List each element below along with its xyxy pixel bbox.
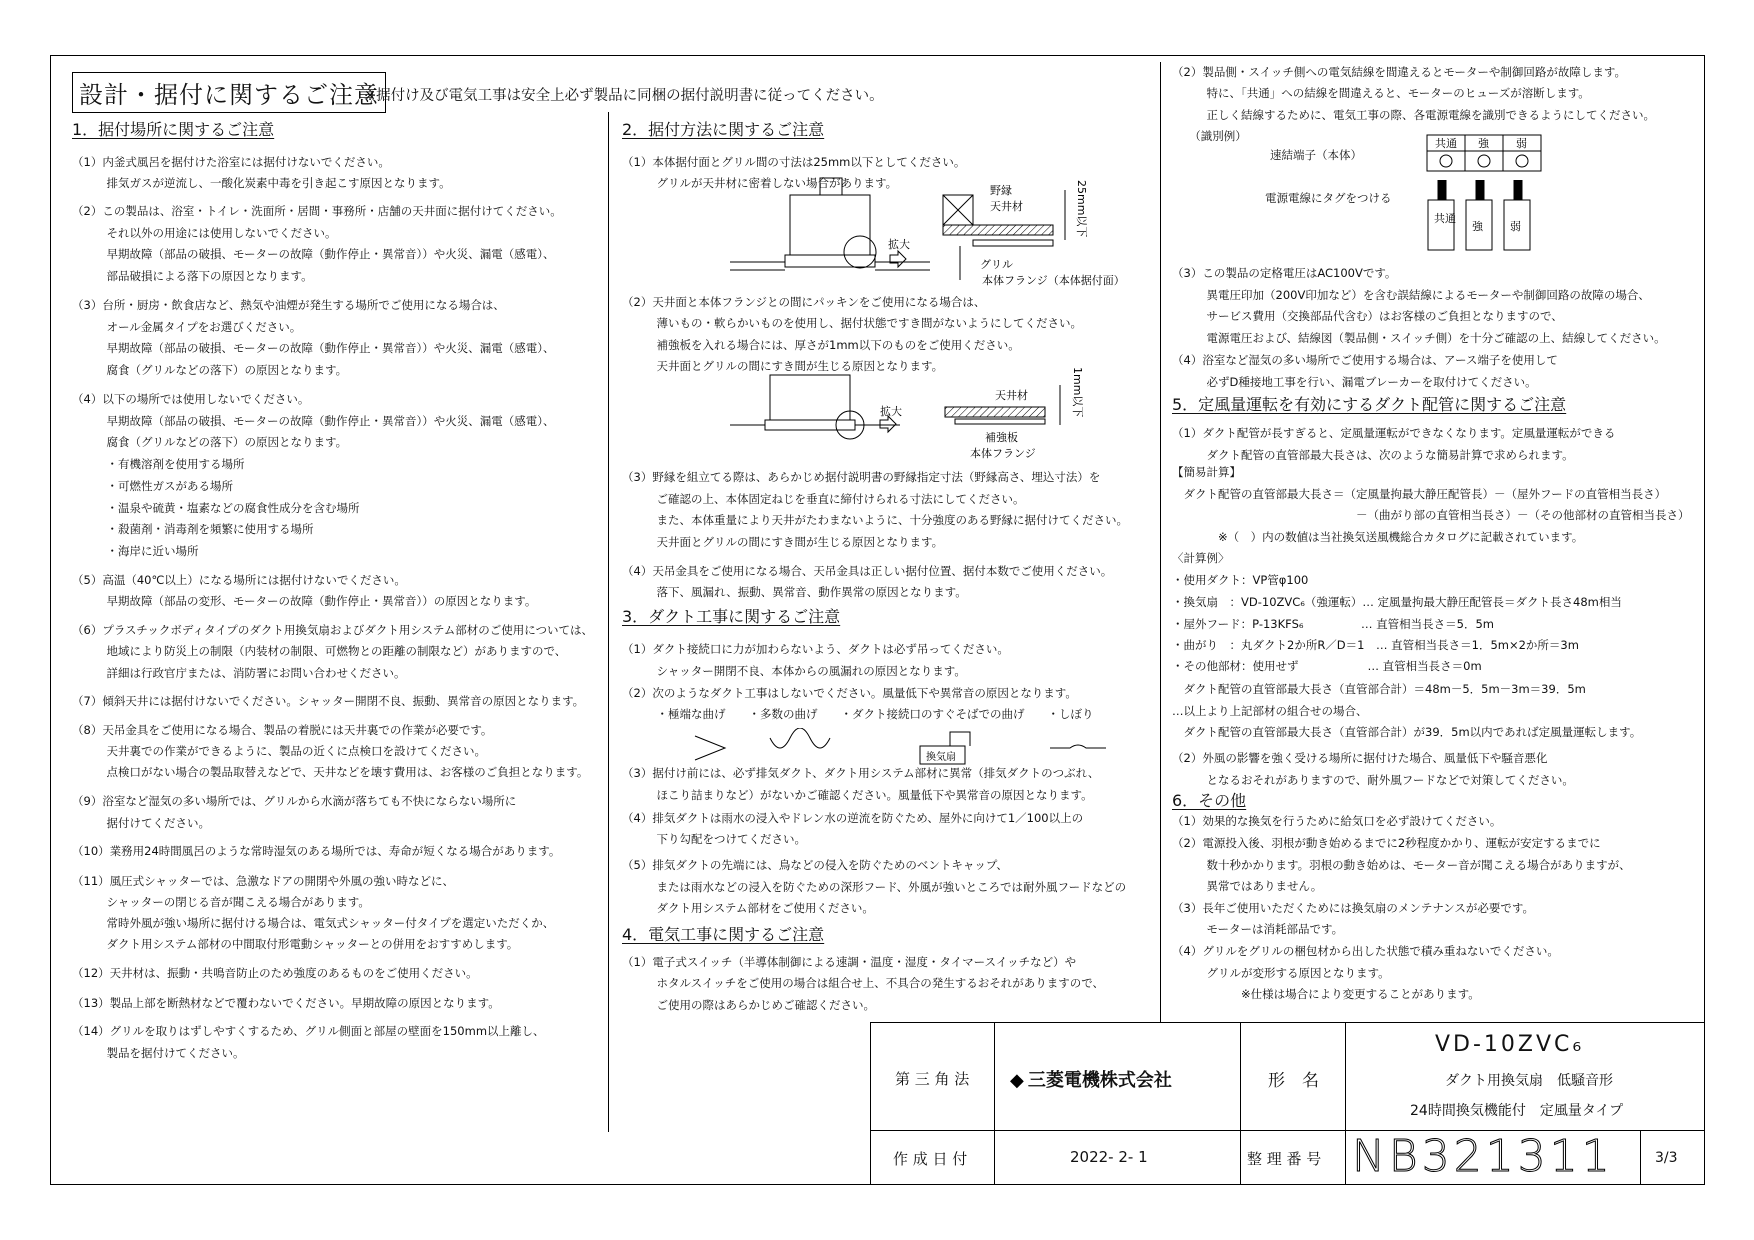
text-line: （4）排気ダクトは雨水の浸入やドレン水の逆流を防ぐため、屋外に向けて1／100以上の [622, 811, 1084, 825]
text-line: （5）高温（40℃以上）になる場所には据付けないでください。 [72, 573, 406, 587]
fig2-hokyo-label: 補強板 [985, 431, 1018, 444]
mounting-figure-1 [730, 150, 1130, 290]
text-line: ・海岸に近い場所 [72, 544, 199, 558]
text-line: ダクト配管の直管部最大長さ（直管部合計）＝48m－5．5m－3m＝39．5m [1172, 682, 1586, 696]
fig1-flange-label: 本体フランジ（本体据付面） [982, 274, 1125, 287]
text-line: （4）浴室など湿気の多い場所でご使用する場合は、アース端子を使用して [1172, 353, 1558, 367]
text-line: （8）天吊金具をご使用になる場合、製品の着脱には天井裏での作業が必要です。 [72, 723, 493, 737]
text-line: ※仕様は場合により変更することがあります。 [1172, 987, 1480, 1001]
text-line: また、本体重量により天井がたわまないように、十分強度のある野縁に据付けてください。 [622, 513, 1128, 527]
text-line: グリルが天井材に密着しない場合があります。 [622, 176, 898, 190]
text-line: 早期故障（部品の破損、モーターの故障（動作停止・異常音））や火災、漏電（感電）、 [72, 341, 555, 355]
text-line: ・屋外フード：P-13KFS₆ … 直管相当長さ＝5．5m [1172, 617, 1494, 631]
text-line: 下り勾配をつけてください。 [622, 832, 806, 846]
section-heading: 3．ダクト工事に関するご注意 [622, 607, 841, 626]
text-line: （3）台所・厨房・飲食店など、熱気や油煙が発生する場所でご使用になる場合は、 [72, 298, 505, 312]
title-note: ※据付け及び電気工事は安全上必ず製品に同梱の据付説明書に従ってください。 [364, 88, 884, 104]
text-line: （1）電子式スイッチ（半導体制御による速調・温度・湿度・タイマースイッチなど）や [622, 955, 1077, 969]
text-line: ダクト用システム部材をご使用ください。 [622, 901, 874, 915]
projection-label: 第 三 角 法 [895, 1070, 970, 1088]
text-line: 製品を据付けてください。 [72, 1046, 245, 1060]
duct-kanki-label: 換気扇 [926, 752, 956, 763]
text-line: （1）効果的な換気を行うために給気口を必ず設けてください。 [1172, 814, 1502, 828]
text-line: ダクト配管の直管部最大長さ＝（定風量拘最大静圧配管長）－（屋外フードの直管相当長さ） [1172, 487, 1667, 501]
text-line: 地域により防災上の制限（内装材の制限、可燃物との距離の制限など）がありますので、 [72, 644, 567, 658]
page-number: 3/3 [1655, 1150, 1678, 1166]
text-line: （1）内釜式風呂を据付けた浴室には据付けないでください。 [72, 155, 390, 169]
section-heading: 1．据付場所に関するご注意 [72, 120, 275, 139]
text-line: 〈計算例〉 [1172, 551, 1230, 565]
text-line: （6）プラスチックボディタイプのダクト用換気扇およびダクト用システム部材のご使用については、 [72, 623, 594, 637]
text-line: 必ずD種接地工事を行い、漏電ブレーカーを取付けてください。 [1172, 375, 1537, 389]
section-heading: 6．その他 [1172, 791, 1247, 810]
mitsubishi-logo-icon: ◆ [1010, 1070, 1024, 1091]
text-line: 【簡易計算】 [1172, 465, 1241, 479]
text-line: （3）長年ご使用いただくためには換気扇のメンテナンスが必要です。 [1172, 901, 1534, 915]
text-line: （13）製品上部を断熱材などで覆わないでください。早期故障の原因となります。 [72, 996, 500, 1010]
section-heading: 4．電気工事に関するご注意 [622, 925, 825, 944]
fig1-yobuchi-label: 野縁 [990, 184, 1012, 197]
text-line: グリルが変形する原因となります。 [1172, 966, 1390, 980]
column-divider [608, 112, 609, 1132]
text-line: ・使用ダクト：VP管φ100 [1172, 573, 1309, 587]
text-line: ・可燃性ガスがある場所 [72, 479, 233, 493]
text-line: サービス費用（交換部品代含む）はお客様のご負担となりますので、 [1172, 309, 1563, 323]
text-line: ご確認の上、本体固定ねじを垂直に締付けられる寸法にしてください。 [622, 492, 1025, 506]
text-line: 落下、風漏れ、振動、異常音、動作異常の原因となります。 [622, 585, 967, 599]
text-line: （2）外風の影響を強く受ける場所に据付けた場合、風量低下や騒音悪化 [1172, 751, 1548, 765]
fig1-kakudai-label: 拡大 [888, 238, 910, 251]
text-line: （3）この製品の定格電圧はAC100Vです。 [1172, 266, 1397, 280]
text-line: （2）電源投入後、羽根が動き始めるまでに2秒程度かかり、運転が安定するまでに [1172, 836, 1601, 850]
terminal-block [1425, 133, 1545, 173]
text-line: 電源電圧および、結線図（製品側・スイッチ側）を十分ご確認の上、結線してください。 [1172, 331, 1666, 345]
wire-tags [1420, 180, 1550, 260]
text-line: 特に、「共通」への結線を間違えると、モーターのヒューズが溶断します。 [1172, 86, 1590, 100]
text-line: （11）風圧式シャッターでは、急激なドアの開閉や外風の強い時などに、 [72, 874, 455, 888]
number-label: 整 理 番 号 [1247, 1150, 1322, 1168]
text-line: ダクト配管の直管部最大長さは、次のような簡易計算で求められます。 [1172, 448, 1574, 462]
model-label: 形 名 [1268, 1071, 1319, 1091]
text-line: （3）据付け前には、必ず排気ダクト、ダクト用システム部材に異常（排気ダクトのつぶれ、 [622, 766, 1100, 780]
text-line: シャッターの閉じる音が聞こえる場合があります。 [72, 895, 370, 909]
text-line: 部品破損による落下の原因となります。 [72, 269, 313, 283]
text-line: （1）ダクト接続口に力が加わらないよう、ダクトは必ず吊ってください。 [622, 642, 1009, 656]
wiring-terminal-label: 速結端子（本体） [1270, 148, 1362, 162]
text-line: モーターは消耗部品です。 [1172, 922, 1344, 936]
fig1-tenjo-label: 天井材 [990, 200, 1023, 213]
text-line: 常時外風が強い場所に据付ける場合は、電気式シャッター付タイプを選定いただくか、 [72, 916, 555, 930]
text-line: 天井面とグリルの間にすき間が生じる原因となります。 [622, 535, 944, 549]
text-line: ダクト用システム部材の中間取付形電動シャッターとの併用をおすすめします。 [72, 937, 519, 951]
text-line: オール金属タイプをお選びください。 [72, 320, 302, 334]
text-line: ・その他部材：使用せず … 直管相当長さ＝0m [1172, 659, 1482, 673]
text-line: （3）野縁を組立てる際は、あらかじめ据付説明書の野縁指定寸法（野縁高さ、埋込寸法）を [622, 470, 1101, 484]
text-line: 早期故障（部品の変形、モーターの故障（動作停止・異常音））の原因となります。 [72, 594, 537, 608]
fan-body [770, 375, 850, 420]
fan-body [790, 195, 870, 255]
text-line: 天井面とグリルの間にすき間が生じる原因となります。 [622, 359, 944, 373]
tag-common: 共通 [1434, 212, 1456, 225]
multiple-bends-icon [770, 728, 830, 748]
text-line: 据付けてください。 [72, 816, 210, 830]
text-line: 早期故障（部品の破損、モーターの故障（動作停止・異常音））や火災、漏電（感電）、 [72, 247, 555, 261]
text-line: 数十秒かかります。羽根の動き始めは、モーター音が聞こえる場合がありますが、 [1172, 858, 1631, 872]
text-line: ・温泉や硫黄・塩素などの腐食性成分を含む場所 [72, 501, 360, 515]
text-line: 薄いもの・軟らかいものを使用し、据付状態ですき間がないようにしてください。 [622, 316, 1082, 330]
wiring-tag-note: 電源電線にタグをつける [1265, 191, 1392, 205]
text-line: 腐食（グリルなどの落下）の原因となります。 [72, 435, 348, 449]
text-line: （14）グリルを取りはずしやすくするため、グリル側面と部屋の壁面を150mm以上離し、 [72, 1024, 545, 1038]
text-line: （2）天井面と本体フランジとの間にパッキンをご使用になる場合は、 [622, 295, 986, 309]
company-name: ◆ 三菱電機株式会社 [1010, 1070, 1172, 1091]
text-line: （2）製品側・スイッチ側への電気結線を間違えるとモーターや制御回路が故障します。 [1172, 65, 1626, 79]
model-number: VD-10ZVC₆ [1435, 1032, 1585, 1057]
text-line: ・殺菌剤・消毒剤を頻繁に使用する場所 [72, 522, 314, 536]
date-value: 2022- 2- 1 [1070, 1148, 1148, 1166]
duct-bend-examples [690, 728, 1110, 768]
text-line: （識別例） [1172, 129, 1247, 143]
text-line: または雨水などの浸入を防ぐための深形フード、外風が強いところでは耐外風フードなどの [622, 880, 1127, 894]
text-line: 異電圧印加（200V印加など）を含む誤結線によるモーターや制御回路の故障の場合、 [1172, 288, 1650, 302]
page-title: 設計・据付に関するご注意 [72, 72, 386, 113]
text-line: 詳細は行政官庁または、消防署にお問い合わせください。 [72, 666, 406, 680]
text-line: 排気ガスが逆流し、一酸化炭素中毒を引き起こす原因となります。 [72, 176, 451, 190]
tag-strong: 強 [1472, 220, 1483, 233]
text-line: シャッター開閉不良、本体からの風漏れの原因となります。 [622, 664, 966, 678]
text-line: （7）傾斜天井には据付けないでください。シャッター開閉不良、振動、異常音の原因となります。 [72, 694, 585, 708]
text-line: 正しく結線するために、電気工事の際、各電源電線を識別できるようにしてください。 [1172, 108, 1655, 122]
text-line: （5）排気ダクトの先端には、鳥などの侵入を防ぐためのベントキャップ、 [622, 858, 1008, 872]
text-line: （4）グリルをグリルの梱包材から出した状態で積み重ねないでください。 [1172, 944, 1559, 958]
document-number: NB321311 [1352, 1131, 1614, 1182]
text-line: それ以外の用途には使用しないでください。 [72, 226, 337, 240]
text-line: ご使用の際はあらかじめご確認ください。 [622, 998, 875, 1012]
text-line: （4）天吊金具をご使用になる場合、天吊金具は正しい据付位置、据付本数でご使用ください。 [622, 564, 1113, 578]
text-line: ・曲がり ：丸ダクト2か所R／D＝1 … 直管相当長さ＝1．5m×2か所＝3m [1172, 638, 1579, 652]
terminal-head-strong: 強 [1478, 137, 1489, 150]
fig2-tenjo-label: 天井材 [995, 389, 1028, 402]
section-heading: 2．据付方法に関するご注意 [622, 120, 825, 139]
model-desc-2: 24時間換気機能付 定風量タイプ [1410, 1103, 1624, 1119]
text-line: （1）ダクト配管が長すぎると、定風量運転ができなくなります。定風量運転ができる [1172, 426, 1616, 440]
model-desc-1: ダクト用換気扇 低騒音形 [1445, 1073, 1613, 1089]
text-line: （10）業務用24時間風呂のような常時湿気のある場所では、寿命が短くなる場合があります。 [72, 844, 561, 858]
text-line: 腐食（グリルなどの落下）の原因となります。 [72, 363, 348, 377]
fig1-dim-label: 25mm以下 [1075, 180, 1088, 238]
squeeze-icon [1050, 745, 1106, 748]
text-line: ・極端な曲げ ・多数の曲げ ・ダクト接続口のすぐそばでの曲げ ・しぼり [622, 707, 1094, 721]
text-line: ・換気扇 ：VD-10ZVC₆（強運転）… 定風量拘最大静圧配管長＝ダクト長さ48m相当 [1172, 595, 1622, 609]
text-line: となるおそれがありますので、耐外風フードなどで対策してください。 [1172, 773, 1574, 787]
text-line: 天井裏での作業ができるように、製品の近くに点検口を設けてください。 [72, 744, 486, 758]
text-line: （4）以下の場所では使用しないでください。 [72, 392, 310, 406]
text-line: 点検口がない場合の製品取替えなどで、天井などを壊す費用は、お客様のご負担となります。 [72, 765, 589, 779]
fig2-kakudai-label: 拡大 [880, 405, 902, 418]
section-heading: 5．定風量運転を有効にするダクト配管に関するご注意 [1172, 395, 1567, 414]
text-line: （1）本体据付面とグリル間の寸法は25mm以下としてください。 [622, 155, 966, 169]
terminal-head-weak: 弱 [1516, 137, 1527, 150]
text-line: －（曲がり部の直管相当長さ）－（その他部材の直管相当長さ） [1172, 508, 1690, 522]
sharp-bend-icon [695, 736, 725, 760]
text-line: ダクト配管の直管部最大長さ（直管部合計）が39．5m以内であれば定風量運転します。 [1172, 725, 1642, 739]
text-line: 異常ではありません。 [1172, 879, 1323, 893]
tag-weak: 弱 [1510, 220, 1521, 233]
text-line: ホタルスイッチをご使用の場合は組合せ上、不具合の発生するおそれがありますので、 [622, 976, 1104, 990]
text-line: （2）次のようなダクト工事はしないでください。風量低下や異常音の原因となります。 [622, 686, 1077, 700]
terminal-head-common: 共通 [1435, 137, 1457, 150]
text-line: ほこり詰まりなど）がないかご確認ください。風量低下や異常音の原因となります。 [622, 788, 1093, 802]
text-line: （9）浴室など湿気の多い場所では、グリルから水滴が落ちても不快にならない場所に [72, 794, 517, 808]
mounting-figure-2 [730, 355, 1130, 465]
fig1-grill-label: グリル [980, 258, 1013, 271]
text-line: （12）天井材は、振動・共鳴音防止のため強度のあるものをご使用ください。 [72, 966, 478, 980]
fig2-flange-label: 本体フランジ [970, 447, 1036, 460]
text-line: ※（ ）内の数値は当社換気送風機総合カタログに記載されています。 [1172, 530, 1584, 544]
date-label: 作 成 日 付 [893, 1150, 968, 1168]
column-divider [1160, 62, 1161, 1022]
fig2-dim-label: 1mm以下 [1071, 367, 1084, 418]
text-line: 補強板を入れる場合には、厚さが1mm以下のものをご使用ください。 [622, 338, 1020, 352]
text-line: （2）この製品は、浴室・トイレ・洗面所・居間・事務所・店舗の天井面に据付けてください。 [72, 204, 562, 218]
text-line: ・有機溶剤を使用する場所 [72, 457, 245, 471]
text-line: …以上より上記部材の組合せの場合、 [1172, 704, 1368, 718]
text-line: 早期故障（部品の破損、モーターの故障（動作停止・異常音））や火災、漏電（感電）、 [72, 414, 555, 428]
